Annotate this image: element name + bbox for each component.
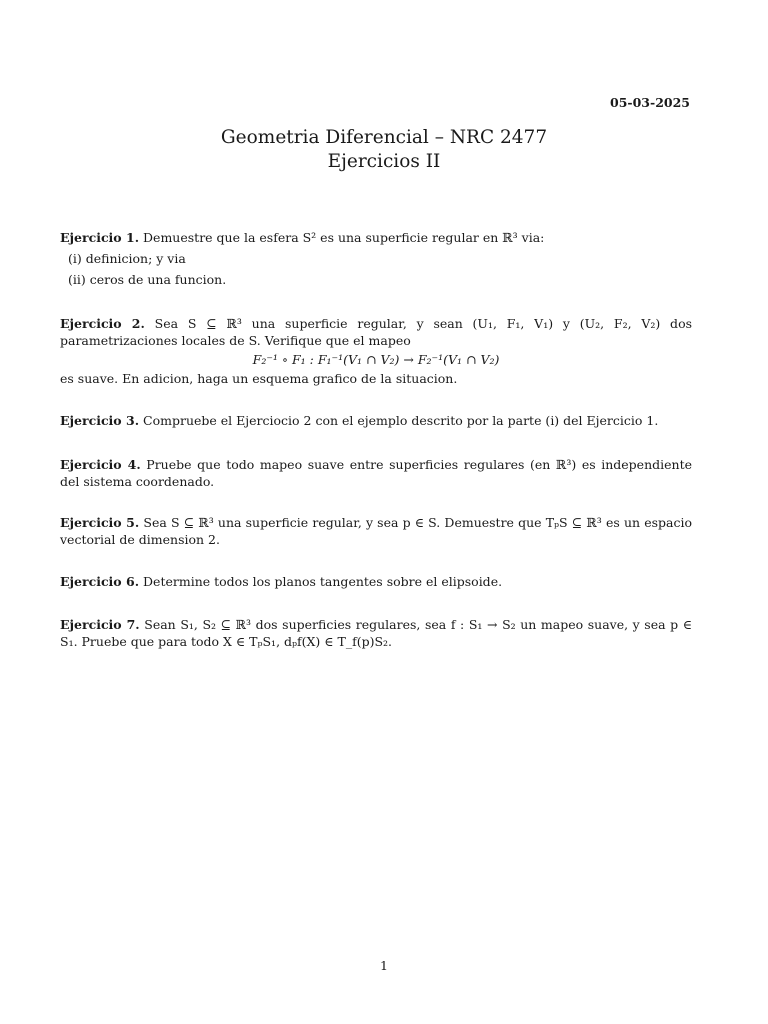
sheet-title: Ejercicios II [327, 151, 441, 172]
exercise-text: Determine todos los planos tangentes sobre el elipsoide. [143, 574, 503, 589]
exercise-text: Demuestre que la esfera S² es una superficie regular en ℝ³ via: [143, 230, 545, 245]
exercise-1 [60, 229, 692, 288]
exercise-label: Ejercicio 7. [60, 617, 140, 632]
exercise-item: (i) definicion; y via [68, 251, 186, 266]
document-title [0, 126, 768, 174]
page-number: 1 [380, 958, 388, 973]
exercise-label: Ejercicio 2. [60, 316, 145, 331]
exercise-text: Sea S ⊆ ℝ³ una superficie regular, y sea p ∈ S. Demuestre que TₚS ⊆ ℝ³ es un espacio vectorial de dimension 2. [60, 515, 692, 547]
exercise-label: Ejercicio 1. [60, 230, 140, 245]
exercise-item: (ii) ceros de una funcion. [68, 272, 227, 287]
exercise-3 [60, 412, 692, 429]
exercise-text: Pruebe que todo mapeo suave entre superficies regulares (en ℝ³) es independiente del sistema coordenado. [60, 457, 692, 489]
document-date: 05-03-2025 [610, 95, 690, 110]
exercise-label: Ejercicio 6. [60, 574, 140, 589]
exercise-text: Sea S ⊆ ℝ³ una superficie regular, y sean (U₁, F₁, V₁) y (U₂, F₂, V₂) dos parametrizaciones locales de S. Verifique que el mapeo [60, 316, 693, 348]
exercise-label: Ejercicio 5. [60, 515, 140, 530]
exercise-text: Compruebe el Ejerciocio 2 con el ejemplo descrito por la parte (i) del Ejercicio 1. [143, 413, 659, 428]
exercise-label: Ejercicio 4. [60, 457, 141, 472]
exercise-text-continued: es suave. En adicion, haga un esquema grafico de la situacion. [60, 371, 458, 386]
exercise-6 [60, 573, 692, 590]
display-equation: F₂⁻¹ ∘ F₁ : F₁⁻¹(V₁ ∩ V₂) → F₂⁻¹(V₁ ∩ V₂) [252, 352, 500, 367]
course-title: Geometria Diferencial – NRC 2477 [220, 127, 548, 148]
exercise-5 [60, 514, 692, 548]
exercise-7 [60, 616, 692, 650]
exercise-4 [60, 456, 692, 490]
exercise-2 [60, 315, 692, 387]
exercise-text: Sean S₁, S₂ ⊆ ℝ³ dos superficies regulares, sea f : S₁ → S₂ un mapeo suave, y sea p ∈ S₁. Pruebe que para todo X ∈ TₚS₁, dₚf(X) ∈ T_f(p)S₂. [60, 617, 693, 649]
exercise-label: Ejercicio 3. [60, 413, 140, 428]
